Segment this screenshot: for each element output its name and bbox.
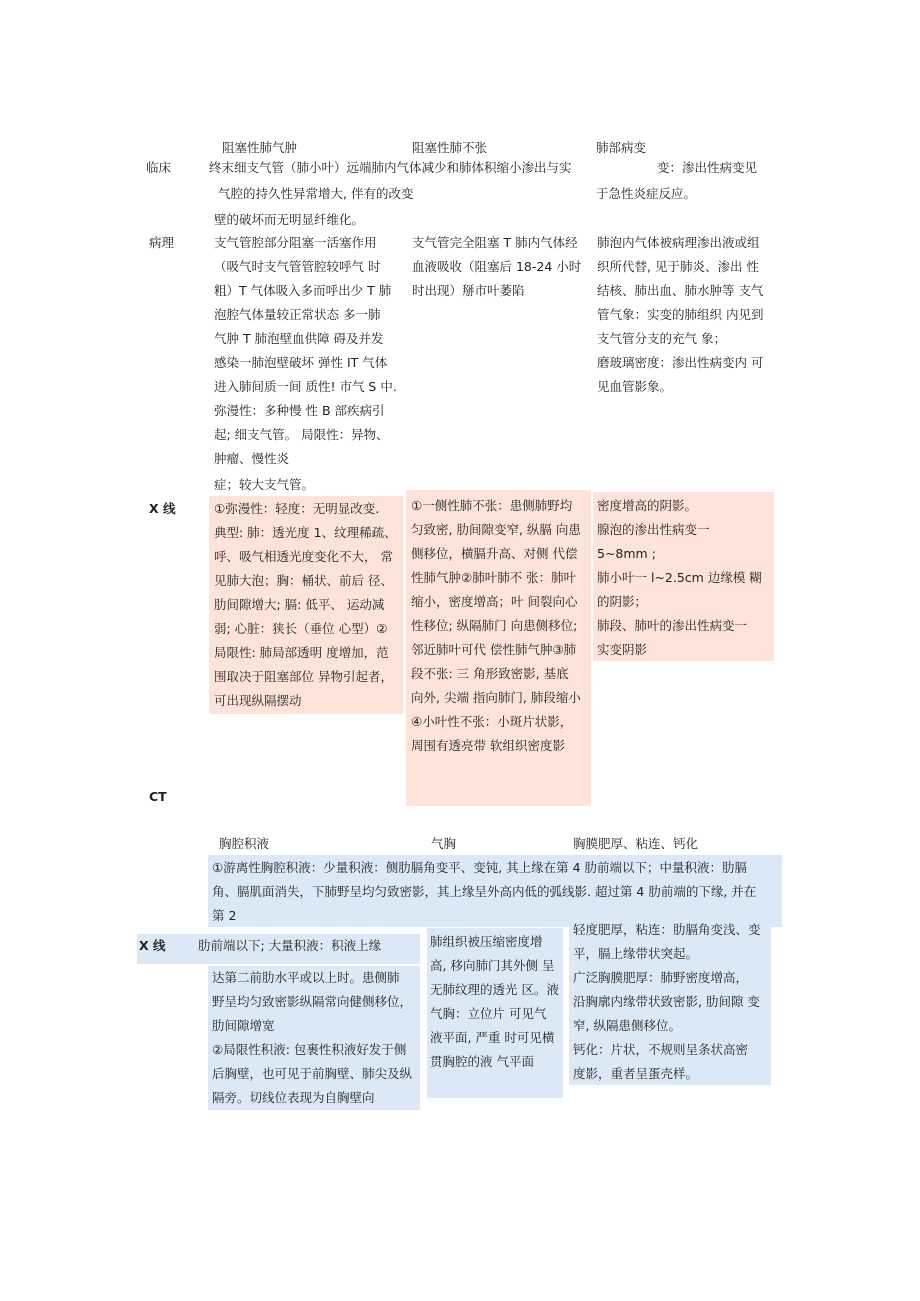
text-line: 隔旁。切线位表现为自胸壁向 [212,1090,375,1105]
text-line: 进入肺间质一间 质性! 市气 S 中. [214,379,397,394]
text-line: 局限性: 肺局部透明 度增加，范 [214,645,389,660]
text-line: ④小叶性不张：小斑片状影， [411,714,573,729]
text-line: 支气管完全阻塞 T 肺内气体经 [412,235,578,250]
clinical-line3: 壁的破坏而无明显纤维化。 [214,212,365,227]
text-line: 密度增高的阴影。 [597,498,698,513]
text-line: ①弥漫性：轻度：无明显改变. [214,501,380,516]
text-line: 起; 细支气管。 局限性：异物、 [214,427,389,442]
text-line: 角、膈肌面消失，下肺野呈均匀致密影，其上缘呈外高内低的弧线影. 超过第 4 肋前端的下缘, 并在 [212,884,757,899]
text-line: 5~8mm ; [597,546,656,561]
pathology-col1 [214,231,397,471]
clinical-col3-line2: 于急性炎症反应。 [596,186,697,201]
clinical-col3-line1: 变：渗出性病变见 [657,160,758,175]
text-line: 液平面, 严重 时可见横 [430,1030,555,1045]
text-line: 织所代替, 见于肺炎、渗出 性 [597,259,759,274]
pleural-thickening [573,918,761,1086]
text-line: 结核、肺出血、肺水肿等 支气 [597,283,764,298]
text-line: 感染一肺泡壁破坏 弹性 IT 气体 [214,355,388,370]
table2-header-col2: 气胸 [431,836,457,851]
text-line: 向外, 尖端 指向肺门, 肺段缩小 [411,690,581,705]
xray-col1 [214,497,397,713]
text-line: 可出现纵隔摆动 [214,693,302,708]
text-line: 的阴影； [597,594,648,609]
text-line: 粗）T 气体吸入多而呼出少 T 肺 [214,283,392,298]
text-line: 支气管腔部分阻塞一活塞作用 [214,235,377,250]
text-line: 支气管分支的充气 象； [597,331,726,346]
text-line: 匀致密, 肋间隙变窄, 纵膈 向患 [411,522,581,537]
xray-col3 [597,494,762,662]
text-line: 肺段、肺叶的渗出性病变一 [597,618,748,633]
text-line: 度影，重者呈蛋壳样。 [573,1066,699,1081]
text-line: ①一侧性肺不张：患侧肺野均 [411,498,573,513]
text-line: 沿胸廓内缘带状致密影, 肋间隙 变 [573,994,760,1009]
text-line: 见肺大泡；胸：桶状、前后 径、 [214,573,393,588]
text-line: 第 2 [212,908,237,923]
table1-header-col2: 阻塞性肺不张 [412,140,488,155]
table1-header-col3: 肺部病变 [596,140,647,155]
text-line: 见血管影象。 [597,379,673,394]
pleural-effusion-cont: 肋前端以下; 大量积液：积液上缘 [198,938,382,953]
pathology-col1-last: 症；较大支气管。 [214,477,315,492]
pathology-col3 [597,231,763,399]
row-label-pathology: 病理 [149,235,175,250]
text-line: 血液吸收（阻塞后 18-24 小时 [412,259,582,274]
text-line: 围取决于阻塞部位 异物引起者， [214,669,393,684]
row-label-clinical: 临床 [146,160,172,175]
text-line: 气胸：立位片 可见气 [430,1006,547,1021]
text-line: 呼、吸气相透光度变化不大， 常 [214,549,393,564]
text-line: ②局限性积液: 包裹性积液好发于侧 [212,1042,407,1057]
table2-header-col3: 胸膜肥厚、粘连、钙化 [573,836,699,851]
text-line: 性肺气肿②肺叶肺不 张：肺叶 [411,570,577,585]
text-line: 肺小叶一 l~2.5cm 边缘模 糊 [597,570,762,585]
text-line: 轻度肥厚，粘连：肋膈角变浅、变 [573,922,761,937]
text-line: 肺组织被压缩密度增 [430,934,543,949]
row-label-xray-2: X 线 [139,938,166,953]
text-line: 磨玻璃密度：渗出性病变内 可 [597,355,764,370]
text-line: 达第二前肋水平或以上时。患侧肺 [212,970,400,985]
clinical-line1: 终末细支气管（肺小叶）远端肺内气体减少和肺体积缩小渗出与实 [209,160,572,175]
text-line: 典型: 肺：透光度 1、纹理稀疏、 [214,525,397,540]
text-line: 泡腔气体量较正常状态 多一肺 [214,307,381,322]
table1-header-col1: 阻塞性肺气肿 [222,140,298,155]
text-line: 弥漫性：多种慢 性 B 部疾病引 [214,403,385,418]
text-line: 无肺纹理的透光 区。液 [430,982,559,997]
text-line: 管气象：实变的肺组织 内见到 [597,307,764,322]
table2-header-col1: 胸腔积液 [219,836,270,851]
text-line: 气肿 T 肺泡壁血供障 碍及并发 [214,331,384,346]
clinical-line2: 气腔的持久性异常增大, 伴有的改变 [218,186,414,201]
text-line: 周围有透亮带 软组织密度影 [411,738,565,753]
text-line: 高, 移向肺门其外侧 呈 [430,958,555,973]
xray-col2 [411,494,581,758]
text-line: 肺泡内气体被病理渗出液或组 [597,235,760,250]
text-line: 野呈均匀致密影纵隔常向健侧移位， [212,994,413,1009]
text-line: 缩小，密度增高；叶 间裂向心 [411,594,578,609]
row-label-xray: X 线 [149,501,176,516]
text-line: （吸气时支气管管腔较呼气 时 [214,259,381,274]
text-line: 窄, 纵隔患侧移位。 [573,1018,681,1033]
text-line: 钙化：片状，不规则呈条状高密 [573,1042,749,1057]
pneumothorax [430,930,559,1074]
pleural-effusion-rest [212,966,412,1110]
text-line: ①游离性胸腔积液：少量积液：侧肋膈角变平、变钝, 其上缘在第 4 肋前端以下；中量积液：肋膈 [212,860,748,875]
row-label-ct: CT [149,789,167,804]
text-line: 贯胸腔的液 气平面 [430,1054,534,1069]
text-line: 段不张: 三 角形致密影, 基底 [411,666,569,681]
text-line: 后胸壁，也可见于前胸壁、肺尖及纵 [212,1066,413,1081]
text-line: 肿瘤、慢性炎 [214,451,290,466]
text-line: 邻近肺叶可代 偿性肺气肿③肺 [411,642,577,657]
text-line: 弱; 心脏：狭长（垂位 心型）② [214,621,388,636]
text-line: 实变阴影 [597,642,648,657]
text-line: 侧移位，横膈升高、对侧 代偿 [411,546,578,561]
pathology-col2 [412,231,581,303]
text-line: 肋间隙增宽 [212,1018,275,1033]
text-line: 腺泡的渗出性病变一 [597,522,710,537]
text-line: 肋间隙增大; 膈: 低平、 运动减 [214,597,385,612]
text-line: 平，膈上缘带状突起。 [573,946,699,961]
text-line: 性移位; 纵隔肺门 向患侧移位; [411,618,578,633]
text-line: 广泛胸膜肥厚：肺野密度增高， [573,970,749,985]
text-line: 时出现）掰市叶萎陷 [412,283,525,298]
